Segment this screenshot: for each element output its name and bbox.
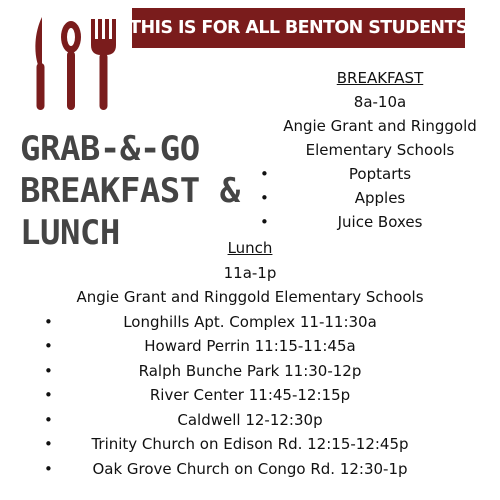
list-item: • River Center 11:45-12:15p [0, 383, 500, 408]
title-line: BREAKFAST & [20, 171, 240, 211]
header-banner [129, 8, 468, 48]
utensils-graphic [30, 15, 125, 111]
breakfast-heading: BREAKFAST [336, 69, 424, 87]
breakfast-location: Angie Grant and Ringgold [283, 117, 477, 135]
list-item: • Oak Grove Church on Congo Rd. 12:30-1p [0, 457, 500, 482]
list-item: • Trinity Church on Edison Rd. 12:15-12:45p [0, 432, 500, 457]
list-item: • Poptarts [250, 162, 500, 186]
title-line: GRAB-&-GO [20, 129, 200, 169]
list-item: • Caldwell 12-12:30p [0, 408, 500, 433]
breakfast-time: 8a-10a [353, 93, 407, 111]
lunch-stops [0, 310, 500, 482]
spoon-icon [61, 21, 81, 110]
list-item: • Juice Boxes [250, 210, 500, 234]
breakfast-menu [250, 162, 500, 234]
lunch-section [0, 236, 500, 481]
fork-icon [91, 19, 116, 110]
list-item: • Longhills Apt. Complex 11-11:30a [0, 310, 500, 335]
knife-icon [35, 17, 44, 110]
list-item: • Apples [250, 186, 500, 210]
list-item: • Ralph Bunche Park 11:30-12p [0, 359, 500, 384]
lunch-location: Angie Grant and Ringgold Elementary Schools [76, 288, 424, 306]
lunch-heading: Lunch [227, 239, 273, 257]
breakfast-location: Elementary Schools [305, 141, 455, 159]
title-line: LUNCH [20, 213, 120, 253]
banner-text: THIS IS FOR ALL BENTON STUDENTS [129, 18, 468, 38]
lunch-time: 11a-1p [223, 263, 277, 282]
breakfast-section [250, 66, 500, 234]
list-item: • Howard Perrin 11:15-11:45a [0, 334, 500, 359]
